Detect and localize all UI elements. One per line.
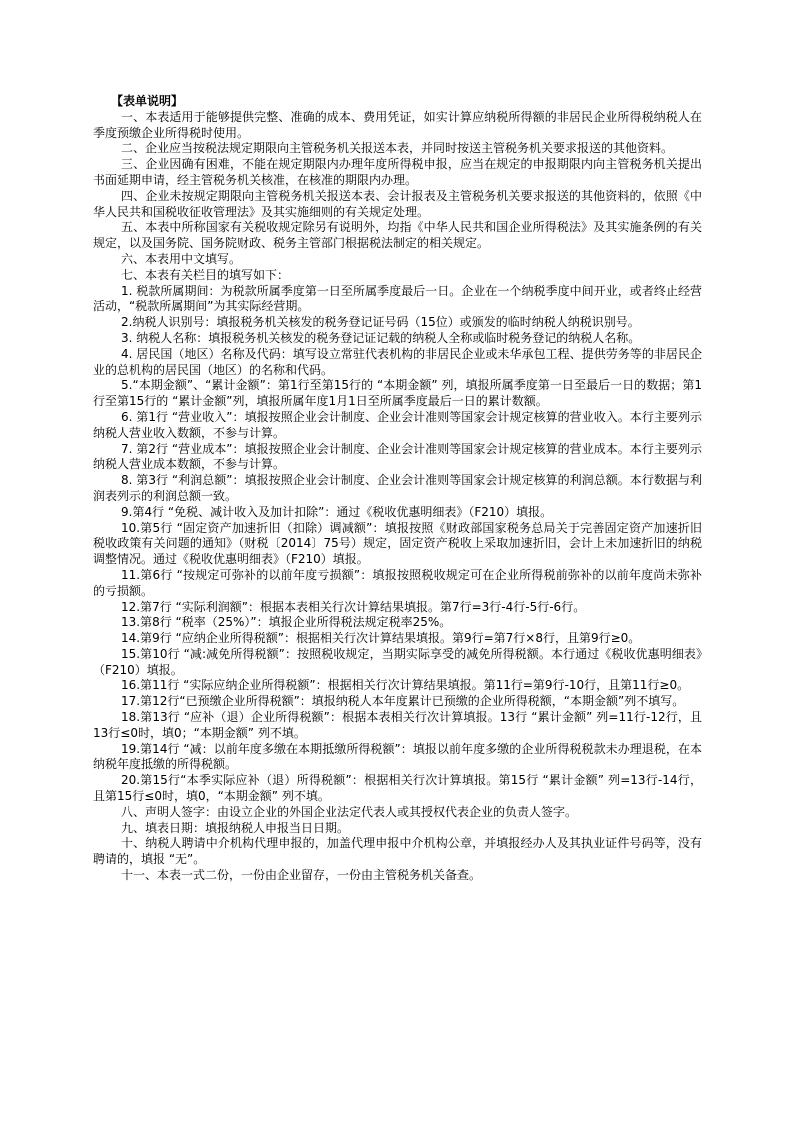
instruction-paragraph: 七、本表有关栏目的填写如下： (121, 267, 290, 282)
instruction-paragraph: 20.第15行“本季实际应补（退）所得税额”：根据相关行次计算填报。第15行 “累计金额” 列=13行-14行，且第15行≤0时，填0，“本期金额” 列不填。 (93, 773, 702, 804)
instruction-paragraph: 1. 税款所属期间：为税款所属季度第一日至所属季度最后一日。企业在一个纳税季度中间开业，或者终止经营活动，“税款所属期间”为其实际经营期。 (93, 283, 702, 314)
instruction-paragraph: 四、企业未按规定期限向主管税务机关报送本表、会计报表及主管税务机关要求报送的其他资料的，依照《中华人民共和国税收征收管理法》及其实施细则的有关规定处理。 (93, 188, 702, 219)
instruction-paragraph: 13.第8行 “税率（25%）”：填报企业所得税法规定税率25%。 (121, 615, 452, 630)
instruction-paragraph: 6. 第1行 “营业收入”：填报按照企业会计制度、企业会计准则等国家会计规定核算的营业收入。本行主要列示纳税人营业收入数额，不参与计算。 (93, 409, 702, 440)
instructions-title: 【表单说明】 (111, 94, 184, 108)
instruction-paragraph: 7. 第2行 “营业成本”：填报按照企业会计制度、企业会计准则等国家会计规定核算的营业成本。本行主要列示纳税人营业成本数额，不参与计算。 (93, 441, 702, 472)
instruction-paragraph: 9.第4行 “免税、减计收入及加计扣除”：通过《税收优惠明细表》（F210）填报。 (121, 504, 553, 519)
instruction-paragraph: 8. 第3行 “利润总额”：填报按照企业会计制度、企业会计准则等国家会计规定核算的利润总额。本行数据与利润表列示的利润总额一致。 (93, 473, 702, 503)
instruction-paragraph: 10.第5行 “固定资产加速折旧（扣除）调减额”：填报按照《财政部国家税务总局关于完善固定资产加速折旧税收政策有关问题的通知》（财税〔2014〕75号）规定，固定资产税收上采取加速折旧，会计上未加速折旧的纳税调整情况。通过《税收优惠明细表》（F210）填报。 (93, 520, 702, 567)
instruction-paragraph: 五、本表中所称国家有关税收规定除另有说明外，均指《中华人民共和国企业所得税法》及其实施条例的有关规定，以及国务院、国务院财政、税务主管部门根据税法制定的相关规定。 (93, 220, 702, 251)
instruction-paragraph: 17.第12行“已预缴企业所得税额”：填报纳税人本年度累计已预缴的企业所得税额，“本期金额”列不填写。 (121, 694, 685, 709)
instruction-paragraph: 三、企业因确有困难，不能在规定期限内办理年度所得税申报，应当在规定的申报期限内向主管税务机关提出书面延期申请，经主管税务机关核准，在核准的期限内办理。 (93, 157, 702, 187)
instruction-paragraph: 14.第9行 “应纳企业所得税额”：根据相关行次计算结果填报。第9行=第7行×8行，且第9行≥0。 (121, 631, 641, 646)
instruction-paragraph: 二、企业应当按税法规定期限向主管税务机关报送本表，并同时按送主管税务机关要求报送的其他资料。 (121, 141, 674, 156)
instructions-body (93, 110, 702, 884)
instruction-paragraph: 3. 纳税人名称：填报税务机关核发的税务登记证记载的纳税人全称或临时税务登记的纳税人名称。 (121, 330, 641, 345)
form-instructions (93, 94, 702, 884)
instruction-paragraph: 15.第10行 “减:减免所得税额”：按照税收规定，当期实际享受的减免所得税额。本行通过《税收优惠明细表》（F210）填报。 (93, 646, 702, 677)
instruction-paragraph: 十一、本表一式二份，一份由企业留存，一份由主管税务机关备查。 (121, 868, 482, 883)
instruction-paragraph: 12.第7行 “实际利润额”：根据本表相关行次计算结果填报。第7行=3行-4行-5行-6行。 (121, 599, 586, 614)
instruction-paragraph: 11.第6行 “按规定可弥补的以前年度亏损额”：填报按照税收规定可在企业所得税前弥补的以前年度尚未弥补的亏损额。 (93, 567, 702, 598)
instruction-paragraph: 4. 居民国（地区）名称及代码：填写设立常驻代表机构的非居民企业或未华承包工程、提供劳务等的非居民企业的总机构的居民国（地区）的名称和代码。 (93, 346, 702, 377)
instruction-paragraph: 18.第13行 “应补（退）企业所得税额”：根据本表相关行次计算填报。13行 “累计金额” 列=11行-12行，且13行≤0时，填0；“本期金额” 列不填。 (93, 710, 702, 740)
instruction-paragraph: 16.第11行 “实际应纳企业所得税额”：根据相关行次计算结果填报。第11行=第9行-10行，且第11行≥0。 (121, 678, 690, 693)
instruction-paragraph: 5.“本期金额”、“累计金额”：第1行至第15行的 “本期金额” 列，填报所属季度第一日至最后一日的数据；第1行至第15行的 “累计金额”列，填报所属年度1月1日至所属季度最后一日的累计数额。 (93, 378, 702, 409)
instruction-paragraph: 九、填表日期：填报纳税人申报当日日期。 (121, 820, 350, 835)
instruction-paragraph: 19.第14行 “减：以前年度多缴在本期抵缴所得税额”：填报以前年度多缴的企业所得税税款未办理退税，在本纳税年度抵缴的所得税额。 (93, 741, 702, 772)
instruction-paragraph: 八、声明人签字：由设立企业的外国企业法定代表人或其授权代表企业的负责人签字。 (121, 804, 578, 819)
instruction-paragraph: 十、纳税人聘请中介机构代理申报的，加盖代理申报中介机构公章，并填报经办人及其执业证件号码等，没有聘请的，填报 “无”。 (93, 836, 702, 867)
instruction-paragraph: 2.纳税人识别号：填报税务机关核发的税务登记证号码（15位）或颁发的临时纳税人纳税识别号。 (121, 315, 640, 330)
instruction-paragraph: 一、本表适用于能够提供完整、准确的成本、费用凭证，如实计算应纳税所得额的非居民企业所得税纳税人在季度预缴企业所得税时使用。 (93, 109, 702, 140)
instruction-paragraph: 六、本表用中文填写。 (121, 251, 242, 266)
